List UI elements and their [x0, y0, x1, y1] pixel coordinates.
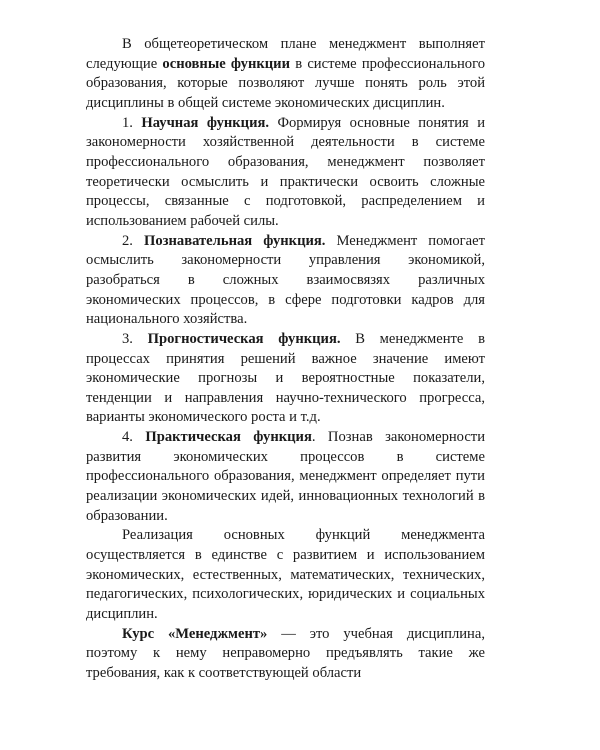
paragraph-number: 4.	[122, 429, 146, 446]
paragraph-text: Менеджмент помогает осмыслить закономерности управления экономикой, разобраться в сложных взаимосвязях различных экономических процессов, в сфере подготовки кадров для национального хозяйства.	[86, 232, 485, 328]
paragraph-cognitive-function	[86, 232, 485, 330]
document-page	[86, 35, 485, 684]
paragraph-text: в системе профессионального образования, которые позволяют лучше понять роль этой дисциплины в общей системе экономических дисциплин.	[86, 55, 486, 111]
paragraph-text: Реализация основных функций менеджмента осуществляется в единстве с развитием и использованием экономических, естественных, математических, технических, педагогических, психологических, юридических и социальных дисциплин.	[86, 527, 485, 623]
paragraph-bold-term: Научная функция.	[141, 114, 270, 131]
paragraph-practical-function	[86, 428, 485, 526]
paragraph-number: 1.	[122, 114, 142, 131]
paragraph-implementation	[86, 526, 485, 624]
paragraph-intro	[86, 35, 485, 114]
paragraph-prognostic-function	[86, 330, 485, 428]
paragraph-bold-term: основные функции	[162, 55, 290, 72]
paragraph-bold-term: Прогностическая функция.	[147, 330, 341, 347]
paragraph-bold-term: Познавательная функция.	[144, 232, 326, 249]
paragraph-text: . Познав закономерности развития экономических процессов в системе профессионального образования, менеджмент определяет пути реализации экономических идей, инновационных технологий в образовании.	[86, 429, 485, 524]
paragraph-text: Формируя основные понятия и закономерности хозяйственной деятельности в системе профессионального образования, менеджмент позволяет теоретически осмыслить и практически освоить сложные процессы, связанные с подготовкой, распределением и использованием рабочей силы.	[86, 114, 485, 229]
paragraph-text: — это учебная дисциплина, поэтому к нему неправомерно предъявлять такие же требования, как к соответствующей области	[86, 625, 485, 681]
paragraph-course	[86, 625, 485, 684]
paragraph-scientific-function	[86, 114, 485, 232]
paragraph-text: В общетеоретическом плане менеджмент выполняет следующие	[86, 36, 485, 72]
paragraph-number: 3.	[122, 330, 148, 347]
paragraph-bold-term: Практическая функция	[145, 429, 312, 446]
paragraph-number: 2.	[122, 232, 144, 249]
paragraph-text: В менеджменте в процессах принятия решений важное значение имеют экономические прогнозы и вероятностные показатели, тенденции и направления научно-технического прогресса, варианты экономического роста и т.д.	[86, 330, 485, 426]
paragraph-bold-term: Курс «Менеджмент»	[122, 625, 268, 642]
